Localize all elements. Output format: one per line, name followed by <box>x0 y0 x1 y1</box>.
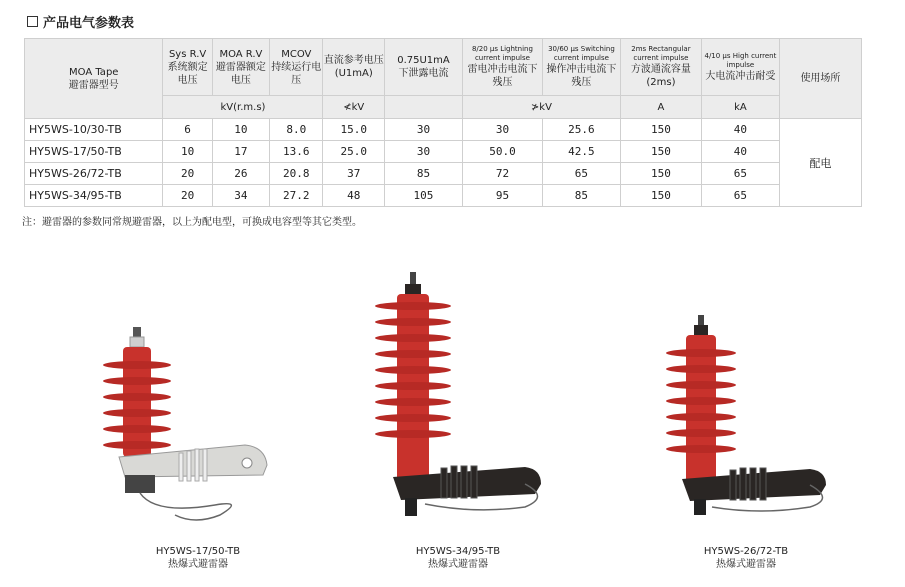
header-rectangular-zh: 方波通流容量(2ms) <box>630 64 691 88</box>
header-switching <box>542 39 620 96</box>
header-leakage-en: 0.75U1mA <box>397 55 450 66</box>
arrester-2-housing <box>375 294 451 484</box>
arrester-1-housing <box>103 347 171 457</box>
product-model: HY5WS-34/95-TB <box>415 546 501 557</box>
header-mcov <box>270 39 323 96</box>
page-title <box>27 12 134 31</box>
header-moa-rv-en: MOA R.V <box>219 48 263 60</box>
header-rectangular-en: 2ms Rectangular current impulse <box>631 45 691 62</box>
header-leakage-zh: 下泄露电流 <box>398 68 449 79</box>
header-sys-rv-zh: 系统额定电压 <box>167 61 208 86</box>
product-name: 热爆式避雷器 <box>168 559 228 570</box>
cell: 150 <box>620 141 701 163</box>
header-moa-rv-zh: 避雷器额定电压 <box>215 61 266 86</box>
table-row <box>25 163 862 185</box>
cell: 30 <box>385 119 463 141</box>
unit-leakage-blank <box>385 96 463 119</box>
header-model <box>25 39 163 119</box>
arrester-photo-1 <box>95 325 275 530</box>
arrester-3-housing <box>666 335 736 485</box>
cell: 6 <box>163 119 212 141</box>
checkbox-square-icon <box>27 16 38 27</box>
table-row <box>25 141 862 163</box>
header-rectangular <box>620 39 701 96</box>
cell: 15.0 <box>323 119 385 141</box>
header-model-en: MOA Tape <box>69 66 119 78</box>
cell: 20.8 <box>270 163 323 185</box>
cell: 8.0 <box>270 119 323 141</box>
cell: 42.5 <box>542 141 620 163</box>
header-mcov-zh: 持续运行电压 <box>271 61 322 86</box>
cell: 150 <box>620 163 701 185</box>
title-text: 产品电气参数表 <box>43 16 135 31</box>
cell-model: HY5WS-34/95-TB <box>25 185 163 207</box>
header-switching-zh: 操作冲击电流下残压 <box>546 64 617 88</box>
header-usage <box>779 39 861 119</box>
cell: 27.2 <box>270 185 323 207</box>
unit-a: A <box>620 96 701 119</box>
product-caption-1 <box>118 545 278 571</box>
cell: 37 <box>323 163 385 185</box>
table-row <box>25 185 862 207</box>
header-sys-rv-en: Sys R.V <box>168 48 207 60</box>
cell: 17 <box>212 141 269 163</box>
header-usage-zh: 使用场所 <box>800 73 841 84</box>
cell: 34 <box>212 185 269 207</box>
header-moa-rv <box>212 39 269 96</box>
arrester-photo-3 <box>660 315 835 530</box>
header-sys-rv <box>163 39 212 96</box>
spec-table <box>24 38 862 207</box>
product-caption-2 <box>378 545 538 571</box>
cell: 105 <box>385 185 463 207</box>
header-high-current <box>701 39 779 96</box>
unit-kv-rms: kV(r.m.s) <box>163 96 323 119</box>
cell: 150 <box>620 119 701 141</box>
cell: 150 <box>620 185 701 207</box>
product-caption-3 <box>666 545 826 571</box>
cell-model: HY5WS-10/30-TB <box>25 119 163 141</box>
cell: 30 <box>385 141 463 163</box>
cell: 72 <box>462 163 542 185</box>
header-lightning-en: 8/20 μs Lightning current impulse <box>471 45 533 62</box>
cell: 95 <box>462 185 542 207</box>
table-footnote: 注：避雷器的参数同常规避雷器，以上为配电型，可换成电容型等其它类型。 <box>22 217 362 228</box>
cell: 48 <box>323 185 385 207</box>
product-model: HY5WS-26/72-TB <box>703 546 789 557</box>
cell-usage: 配电 <box>779 119 861 207</box>
header-mcov-en: MCOV <box>281 48 312 60</box>
cell: 26 <box>212 163 269 185</box>
unit-residual-kv: ≯kV <box>462 96 620 119</box>
cell: 85 <box>385 163 463 185</box>
header-switching-en: 30/60 μs Switching current impulse <box>548 45 615 62</box>
cell: 20 <box>163 185 212 207</box>
cell: 20 <box>163 163 212 185</box>
cell: 25.0 <box>323 141 385 163</box>
arrester-2-terminal <box>405 272 421 294</box>
header-lightning <box>462 39 542 96</box>
cell: 10 <box>212 119 269 141</box>
cell: 65 <box>542 163 620 185</box>
arrester-1-terminal <box>130 327 144 347</box>
cell: 65 <box>701 163 779 185</box>
cell: 50.0 <box>462 141 542 163</box>
cell: 13.6 <box>270 141 323 163</box>
cell: 65 <box>701 185 779 207</box>
header-high-current-en: 4/10 μs High current impulse <box>704 51 777 69</box>
header-dc-ref <box>323 39 385 96</box>
header-model-zh: 避雷器型号 <box>68 79 119 91</box>
header-row <box>25 39 862 96</box>
cell: 40 <box>701 119 779 141</box>
arrester-3-terminal <box>694 315 708 335</box>
header-dc-ref-zh: 直流参考电压 (U1mA) <box>323 55 384 79</box>
header-lightning-zh: 雷电冲击电流下残压 <box>467 64 538 88</box>
cell: 10 <box>163 141 212 163</box>
cell: 85 <box>542 185 620 207</box>
unit-dc-kv: ≮kV <box>323 96 385 119</box>
arrester-1-bracket <box>119 445 267 520</box>
cell: 30 <box>462 119 542 141</box>
product-model: HY5WS-17/50-TB <box>155 546 241 557</box>
arrester-photo-2 <box>365 272 555 532</box>
cell-model: HY5WS-26/72-TB <box>25 163 163 185</box>
cell: 40 <box>701 141 779 163</box>
product-name: 热爆式避雷器 <box>716 559 776 570</box>
cell-model: HY5WS-17/50-TB <box>25 141 163 163</box>
product-name: 热爆式避雷器 <box>428 559 488 570</box>
header-high-current-zh: 大电流冲击耐受 <box>705 70 776 82</box>
unit-ka: kA <box>701 96 779 119</box>
cell: 25.6 <box>542 119 620 141</box>
header-leakage <box>385 39 463 96</box>
table-row <box>25 119 862 141</box>
